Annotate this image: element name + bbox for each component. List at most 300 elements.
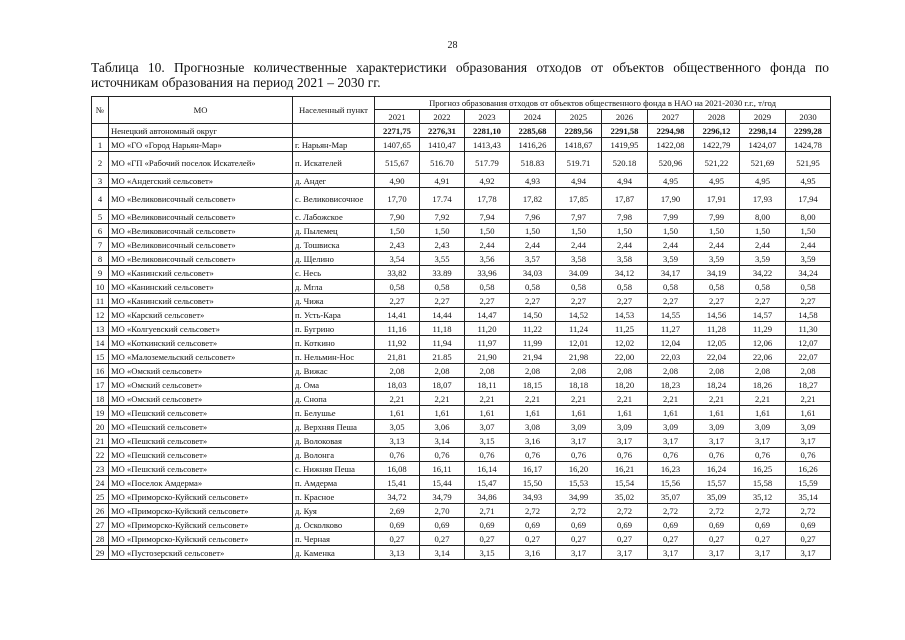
row-settlement: д. Верхняя Пеша <box>293 420 375 434</box>
row-value: 2,72 <box>510 504 556 518</box>
row-value: 11,27 <box>648 322 694 336</box>
row-mo: МО «Канинский сельсовет» <box>109 266 293 280</box>
row-value: 18,23 <box>648 378 694 392</box>
total-value: 2294,98 <box>648 124 694 138</box>
row-value: 18,11 <box>465 378 510 392</box>
row-value: 3,59 <box>786 252 831 266</box>
row-value: 14,57 <box>740 308 786 322</box>
total-value: 2291,58 <box>602 124 648 138</box>
total-value: 2285,68 <box>510 124 556 138</box>
row-value: 3,57 <box>510 252 556 266</box>
row-value: 2,43 <box>375 238 420 252</box>
row-settlement: п. Искателей <box>293 152 375 174</box>
row-value: 18,18 <box>556 378 602 392</box>
table-row-total <box>92 124 831 138</box>
row-settlement: д. Мгла <box>293 280 375 294</box>
table-row <box>92 406 831 420</box>
row-settlement: д. Чижа <box>293 294 375 308</box>
row-settlement: с. Великовисочное <box>293 188 375 210</box>
row-value: 34,19 <box>694 266 740 280</box>
row-value: 4,95 <box>786 174 831 188</box>
row-value: 0,27 <box>420 532 465 546</box>
row-value: 1,50 <box>375 224 420 238</box>
row-value: 2,08 <box>465 364 510 378</box>
row-value: 16,24 <box>694 462 740 476</box>
row-value: 14,58 <box>786 308 831 322</box>
row-value: 2,08 <box>786 364 831 378</box>
row-index: 6 <box>92 224 109 238</box>
row-mo: МО «Великовисочный сельсовет» <box>109 188 293 210</box>
row-value: 2,44 <box>465 238 510 252</box>
row-value: 0,76 <box>602 448 648 462</box>
row-value: 14,53 <box>602 308 648 322</box>
row-index: 3 <box>92 174 109 188</box>
row-value: 0,76 <box>648 448 694 462</box>
row-value: 16,26 <box>786 462 831 476</box>
row-value: 0,69 <box>420 518 465 532</box>
table-row <box>92 252 831 266</box>
table-row <box>92 266 831 280</box>
row-value: 12,06 <box>740 336 786 350</box>
row-value: 18,24 <box>694 378 740 392</box>
row-value: 0,76 <box>556 448 602 462</box>
row-value: 2,21 <box>420 392 465 406</box>
row-mo: МО «Колгуевский сельсовет» <box>109 322 293 336</box>
row-value: 34,17 <box>648 266 694 280</box>
row-value: 18,07 <box>420 378 465 392</box>
row-value: 3,14 <box>420 546 465 560</box>
row-value: 33.89 <box>420 266 465 280</box>
row-value: 14,56 <box>694 308 740 322</box>
row-value: 3,05 <box>375 420 420 434</box>
row-value: 3,56 <box>465 252 510 266</box>
row-value: 2,71 <box>465 504 510 518</box>
row-value: 12,04 <box>648 336 694 350</box>
row-value: 3,08 <box>510 420 556 434</box>
row-value: 1,61 <box>465 406 510 420</box>
table-row <box>92 294 831 308</box>
table-row <box>92 378 831 392</box>
header-year: 2027 <box>648 110 694 124</box>
row-mo: МО «ГП «Рабочий поселок Искателей» <box>109 152 293 174</box>
row-value: 516.70 <box>420 152 465 174</box>
row-value: 3,09 <box>694 420 740 434</box>
row-settlement: с. Нижняя Пеша <box>293 462 375 476</box>
row-settlement: п. Бугрино <box>293 322 375 336</box>
row-value: 0,58 <box>740 280 786 294</box>
row-index: 17 <box>92 378 109 392</box>
row-value: 521,95 <box>786 152 831 174</box>
row-value: 4,94 <box>556 174 602 188</box>
row-value: 33,96 <box>465 266 510 280</box>
row-value: 1,50 <box>465 224 510 238</box>
row-mo: МО «Приморско-Куйский сельсовет» <box>109 518 293 532</box>
row-value: 2,21 <box>556 392 602 406</box>
row-value: 521,69 <box>740 152 786 174</box>
row-value: 0,76 <box>465 448 510 462</box>
row-value: 3,17 <box>556 546 602 560</box>
row-value: 3,59 <box>648 252 694 266</box>
row-value: 17,78 <box>465 188 510 210</box>
row-value: 0,76 <box>510 448 556 462</box>
row-value: 2,27 <box>602 294 648 308</box>
table-row <box>92 392 831 406</box>
row-value: 15,57 <box>694 476 740 490</box>
table-row <box>92 518 831 532</box>
row-settlement: с. Несь <box>293 266 375 280</box>
row-value: 3,17 <box>694 546 740 560</box>
row-value: 18,20 <box>602 378 648 392</box>
row-value: 15,53 <box>556 476 602 490</box>
row-value: 33,82 <box>375 266 420 280</box>
row-value: 11,28 <box>694 322 740 336</box>
row-index: 11 <box>92 294 109 308</box>
row-value: 11,25 <box>602 322 648 336</box>
row-value: 4,91 <box>420 174 465 188</box>
row-mo: МО «Великовисочный сельсовет» <box>109 238 293 252</box>
row-index: 15 <box>92 350 109 364</box>
row-value: 3,17 <box>740 434 786 448</box>
row-value: 1,61 <box>740 406 786 420</box>
row-value: 3,13 <box>375 546 420 560</box>
row-value: 3,54 <box>375 252 420 266</box>
row-settlement: п. Белушье <box>293 406 375 420</box>
row-value: 0,27 <box>465 532 510 546</box>
row-mo: МО «Великовисочный сельсовет» <box>109 252 293 266</box>
row-value: 11,97 <box>465 336 510 350</box>
row-value: 16,23 <box>648 462 694 476</box>
row-value: 4,90 <box>375 174 420 188</box>
row-settlement: д. Андег <box>293 174 375 188</box>
row-settlement: с. Лабожское <box>293 210 375 224</box>
table-row <box>92 174 831 188</box>
row-value: 3,09 <box>648 420 694 434</box>
row-value: 0,27 <box>786 532 831 546</box>
row-value: 2,44 <box>694 238 740 252</box>
row-value: 0,69 <box>465 518 510 532</box>
row-value: 1410,47 <box>420 138 465 152</box>
header-year: 2021 <box>375 110 420 124</box>
row-value: 2,27 <box>740 294 786 308</box>
row-value: 0,58 <box>375 280 420 294</box>
row-settlement: д. Пылемец <box>293 224 375 238</box>
row-value: 0,58 <box>556 280 602 294</box>
row-value: 14,52 <box>556 308 602 322</box>
row-value: 2,08 <box>740 364 786 378</box>
row-value: 517.79 <box>465 152 510 174</box>
row-value: 21,81 <box>375 350 420 364</box>
row-value: 2,72 <box>786 504 831 518</box>
row-mo: МО «Пешский сельсовет» <box>109 462 293 476</box>
row-value: 1422,79 <box>694 138 740 152</box>
row-settlement: п. Черная <box>293 532 375 546</box>
row-value: 3,59 <box>740 252 786 266</box>
row-value: 4,92 <box>465 174 510 188</box>
row-value: 2,08 <box>556 364 602 378</box>
row-index: 21 <box>92 434 109 448</box>
row-mo: МО «Пешский сельсовет» <box>109 420 293 434</box>
row-value: 1,50 <box>648 224 694 238</box>
header-year: 2029 <box>740 110 786 124</box>
header-year: 2022 <box>420 110 465 124</box>
row-value: 11,16 <box>375 322 420 336</box>
row-value: 0,58 <box>648 280 694 294</box>
row-value: 34,24 <box>786 266 831 280</box>
row-value: 4,93 <box>510 174 556 188</box>
total-value: 2298,14 <box>740 124 786 138</box>
row-value: 7,99 <box>694 210 740 224</box>
row-mo: МО «Омский сельсовет» <box>109 364 293 378</box>
row-value: 1,61 <box>420 406 465 420</box>
row-value: 34,03 <box>510 266 556 280</box>
row-value: 2,70 <box>420 504 465 518</box>
row-value: 1,50 <box>510 224 556 238</box>
row-value: 2,27 <box>648 294 694 308</box>
row-value: 4,95 <box>648 174 694 188</box>
waste-forecast-table <box>91 96 831 560</box>
row-value: 0,76 <box>740 448 786 462</box>
row-value: 1416,26 <box>510 138 556 152</box>
row-index: 5 <box>92 210 109 224</box>
row-value: 34.09 <box>556 266 602 280</box>
row-value: 35,02 <box>602 490 648 504</box>
row-value: 0,58 <box>694 280 740 294</box>
row-index: 27 <box>92 518 109 532</box>
row-value: 2,27 <box>694 294 740 308</box>
row-value: 7,94 <box>465 210 510 224</box>
row-value: 11,92 <box>375 336 420 350</box>
row-value: 12,02 <box>602 336 648 350</box>
row-value: 0,76 <box>420 448 465 462</box>
row-value: 11,18 <box>420 322 465 336</box>
row-mo: МО «Малоземельский сельсовет» <box>109 350 293 364</box>
total-value: 2299,28 <box>786 124 831 138</box>
row-value: 1413,43 <box>465 138 510 152</box>
table-row <box>92 322 831 336</box>
row-value: 15,47 <box>465 476 510 490</box>
total-index-cell <box>92 124 109 138</box>
row-settlement: д. Вижас <box>293 364 375 378</box>
row-value: 12,01 <box>556 336 602 350</box>
row-index: 23 <box>92 462 109 476</box>
row-value: 11,29 <box>740 322 786 336</box>
row-settlement: д. Каменка <box>293 546 375 560</box>
row-settlement: д. Волоковая <box>293 434 375 448</box>
row-value: 22,04 <box>694 350 740 364</box>
row-value: 14,47 <box>465 308 510 322</box>
row-value: 15,54 <box>602 476 648 490</box>
row-value: 16,21 <box>602 462 648 476</box>
row-value: 2,08 <box>648 364 694 378</box>
row-mo: МО «Поселок Амдерма» <box>109 476 293 490</box>
row-mo: МО «Омский сельсовет» <box>109 378 293 392</box>
row-value: 2,27 <box>786 294 831 308</box>
table-row <box>92 462 831 476</box>
row-value: 2,21 <box>648 392 694 406</box>
row-mo: МО «Пешский сельсовет» <box>109 448 293 462</box>
row-value: 21,94 <box>510 350 556 364</box>
row-index: 7 <box>92 238 109 252</box>
header-mo: МО <box>109 97 293 124</box>
row-value: 34,12 <box>602 266 648 280</box>
row-value: 35,12 <box>740 490 786 504</box>
row-value: 4,94 <box>602 174 648 188</box>
row-value: 11,99 <box>510 336 556 350</box>
row-value: 2,08 <box>420 364 465 378</box>
row-value: 2,27 <box>465 294 510 308</box>
row-value: 16,14 <box>465 462 510 476</box>
row-mo: МО «Пустозерский сельсовет» <box>109 546 293 560</box>
row-value: 3,17 <box>648 546 694 560</box>
row-index: 18 <box>92 392 109 406</box>
row-index: 12 <box>92 308 109 322</box>
total-label: Ненецкий автономный округ <box>109 124 293 138</box>
row-value: 1418,67 <box>556 138 602 152</box>
table-row <box>92 280 831 294</box>
header-forecast: Прогноз образования отходов от объектов общественного фонда в НАО на 2021-2030 г.г., т/год <box>375 97 831 110</box>
row-value: 21.85 <box>420 350 465 364</box>
row-value: 17,82 <box>510 188 556 210</box>
row-value: 12,07 <box>786 336 831 350</box>
row-value: 17,90 <box>648 188 694 210</box>
row-value: 7,98 <box>602 210 648 224</box>
row-mo: МО «Приморско-Куйский сельсовет» <box>109 490 293 504</box>
table-row <box>92 532 831 546</box>
table-row <box>92 448 831 462</box>
row-settlement: д. Ома <box>293 378 375 392</box>
row-value: 3,17 <box>694 434 740 448</box>
row-index: 28 <box>92 532 109 546</box>
row-value: 2,44 <box>556 238 602 252</box>
row-value: 1,61 <box>602 406 648 420</box>
row-mo: МО «Пешский сельсовет» <box>109 406 293 420</box>
row-value: 14,44 <box>420 308 465 322</box>
row-value: 15,58 <box>740 476 786 490</box>
table-row <box>92 138 831 152</box>
row-value: 11,20 <box>465 322 510 336</box>
row-settlement: д. Осколково <box>293 518 375 532</box>
row-value: 2,44 <box>602 238 648 252</box>
row-value: 0,76 <box>786 448 831 462</box>
row-value: 520,96 <box>648 152 694 174</box>
row-value: 35,14 <box>786 490 831 504</box>
row-value: 1,61 <box>648 406 694 420</box>
row-value: 1,61 <box>510 406 556 420</box>
row-index: 24 <box>92 476 109 490</box>
row-value: 4,95 <box>740 174 786 188</box>
header-year: 2023 <box>465 110 510 124</box>
row-index: 29 <box>92 546 109 560</box>
row-value: 14,55 <box>648 308 694 322</box>
row-value: 2,21 <box>740 392 786 406</box>
row-value: 3,16 <box>510 434 556 448</box>
row-value: 0,69 <box>786 518 831 532</box>
row-mo: МО «Андегский сельсовет» <box>109 174 293 188</box>
row-value: 17.74 <box>420 188 465 210</box>
row-value: 0,76 <box>694 448 740 462</box>
table-row <box>92 364 831 378</box>
row-value: 11,94 <box>420 336 465 350</box>
row-value: 0,27 <box>694 532 740 546</box>
row-mo: МО «Коткинский сельсовет» <box>109 336 293 350</box>
row-index: 8 <box>92 252 109 266</box>
row-value: 16,20 <box>556 462 602 476</box>
row-value: 17,91 <box>694 188 740 210</box>
header-year: 2026 <box>602 110 648 124</box>
row-value: 15,56 <box>648 476 694 490</box>
row-value: 1,50 <box>420 224 465 238</box>
row-value: 0,69 <box>375 518 420 532</box>
row-value: 2,27 <box>510 294 556 308</box>
row-value: 2,08 <box>375 364 420 378</box>
row-settlement: п. Амдерма <box>293 476 375 490</box>
row-value: 11,22 <box>510 322 556 336</box>
row-value: 3,17 <box>786 434 831 448</box>
row-value: 3,07 <box>465 420 510 434</box>
row-value: 7,92 <box>420 210 465 224</box>
header-year: 2024 <box>510 110 556 124</box>
row-value: 34,99 <box>556 490 602 504</box>
row-value: 0,76 <box>375 448 420 462</box>
row-value: 2,69 <box>375 504 420 518</box>
total-value: 2276,31 <box>420 124 465 138</box>
header-settlement: Населенный пункт <box>293 97 375 124</box>
row-index: 19 <box>92 406 109 420</box>
row-value: 1422,08 <box>648 138 694 152</box>
row-value: 14,41 <box>375 308 420 322</box>
row-value: 1,61 <box>556 406 602 420</box>
row-value: 35,09 <box>694 490 740 504</box>
row-value: 16,08 <box>375 462 420 476</box>
row-value: 2,21 <box>510 392 556 406</box>
row-value: 17,93 <box>740 188 786 210</box>
total-settlement-cell <box>293 124 375 138</box>
row-index: 22 <box>92 448 109 462</box>
row-value: 3,58 <box>602 252 648 266</box>
row-mo: МО «Великовисочный сельсовет» <box>109 210 293 224</box>
row-value: 1407,65 <box>375 138 420 152</box>
row-value: 1,61 <box>375 406 420 420</box>
row-value: 7,97 <box>556 210 602 224</box>
row-value: 8,00 <box>740 210 786 224</box>
row-value: 7,99 <box>648 210 694 224</box>
row-value: 0,27 <box>648 532 694 546</box>
table-row <box>92 336 831 350</box>
row-value: 3,09 <box>740 420 786 434</box>
row-value: 22,00 <box>602 350 648 364</box>
row-value: 3,16 <box>510 546 556 560</box>
row-settlement: п. Усть-Кара <box>293 308 375 322</box>
row-settlement: п. Нельмин-Нос <box>293 350 375 364</box>
row-value: 18,26 <box>740 378 786 392</box>
row-value: 2,72 <box>602 504 648 518</box>
row-value: 2,21 <box>375 392 420 406</box>
row-value: 3,17 <box>648 434 694 448</box>
row-value: 3,09 <box>602 420 648 434</box>
row-mo: МО «Канинский сельсовет» <box>109 280 293 294</box>
row-index: 14 <box>92 336 109 350</box>
table-row <box>92 350 831 364</box>
row-index: 1 <box>92 138 109 152</box>
row-value: 16,11 <box>420 462 465 476</box>
row-index: 13 <box>92 322 109 336</box>
row-value: 17,94 <box>786 188 831 210</box>
row-settlement: г. Нарьян-Мар <box>293 138 375 152</box>
header-year: 2030 <box>786 110 831 124</box>
total-value: 2271,75 <box>375 124 420 138</box>
row-value: 1,50 <box>786 224 831 238</box>
row-settlement: п. Красное <box>293 490 375 504</box>
